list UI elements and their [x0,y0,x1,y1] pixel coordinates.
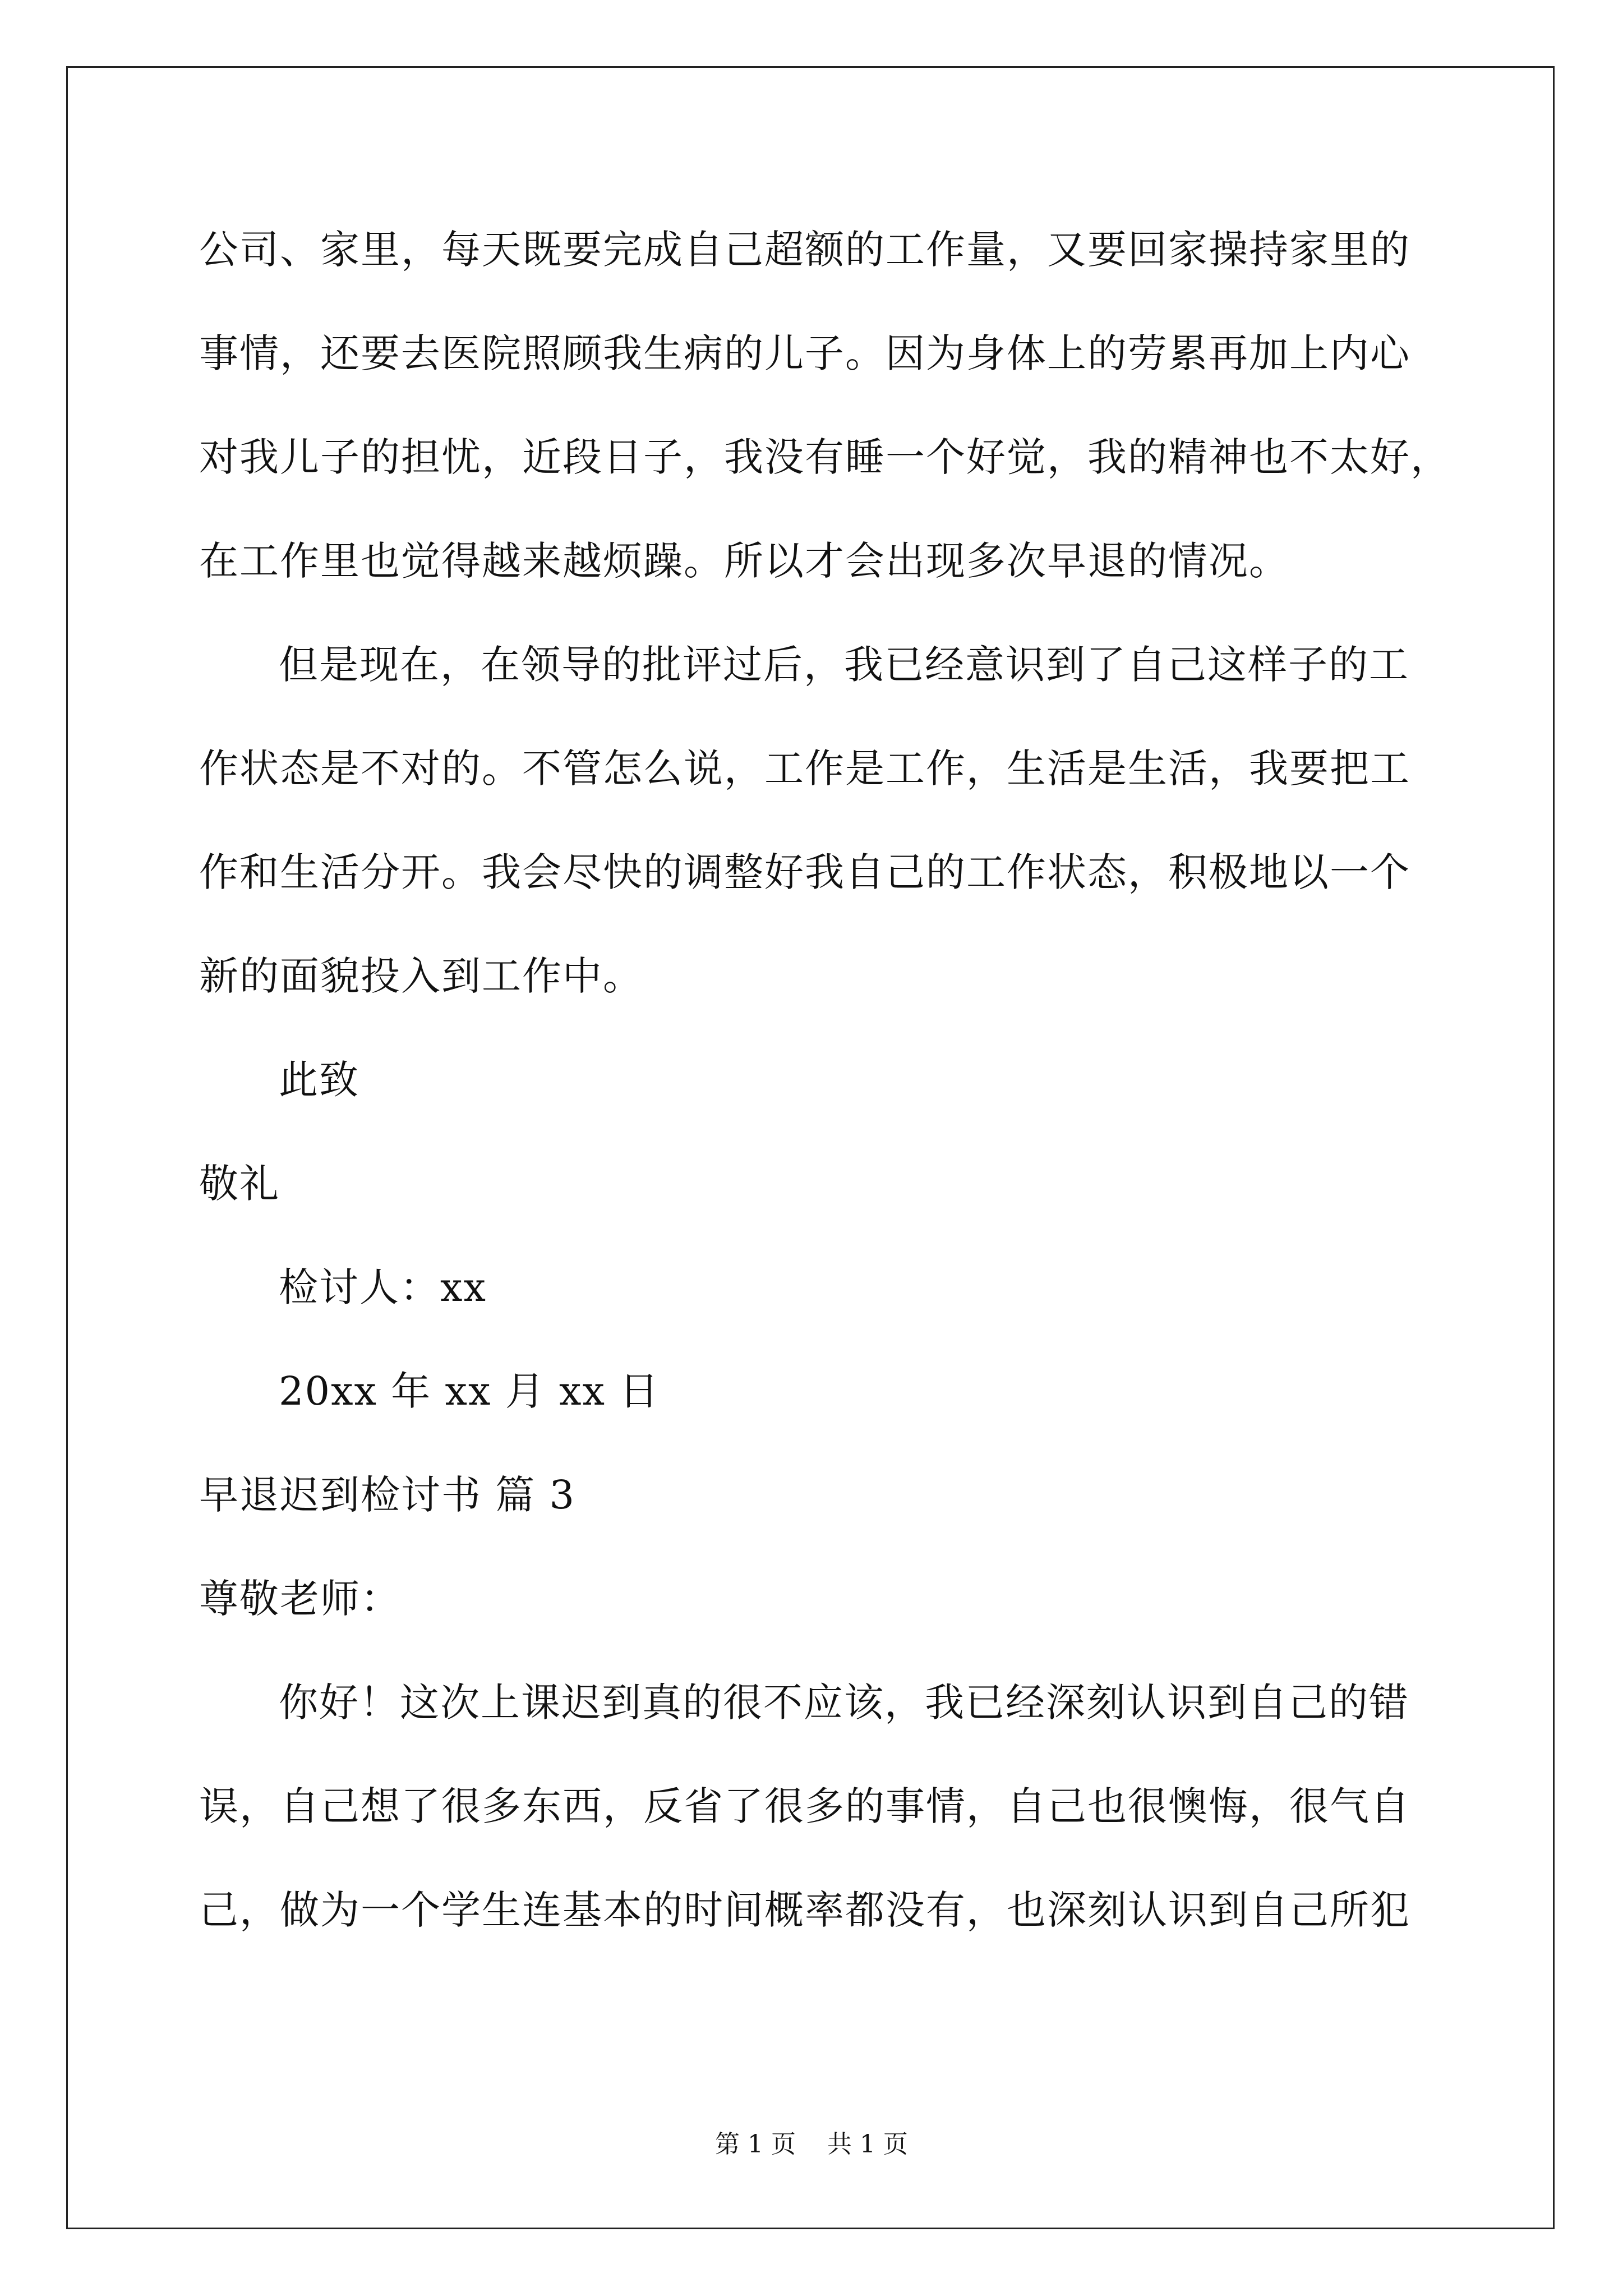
paragraph-line: 公司、家里，每天既要完成自己超额的工作量，又要回家操持家里的 [199,227,1410,273]
signature-author: 检讨人：xx [279,1264,487,1310]
section-heading: 早退迟到检讨书 篇 3 [199,1472,576,1518]
signature-date: 20xx 年 xx 月 xx 日 [279,1368,660,1414]
page-number-footer: 第 1 页 共 1 页 [715,2130,908,2159]
paragraph-line: 你好！这次上课迟到真的很不应该，我已经深刻认识到自己的错 [279,1680,1409,1726]
greeting: 尊敬老师： [199,1576,401,1622]
paragraph-line: 对我儿子的担忧，近段日子，我没有睡一个好觉，我的精神也不太好， [199,434,1451,480]
paragraph-line: 作状态是不对的。不管怎么说，工作是工作，生活是生活，我要把工 [199,746,1410,792]
paragraph-line: 误，自己想了很多东西，反省了很多的事情，自己也很懊悔，很气自 [199,1783,1410,1829]
paragraph-line: 事情，还要去医院照顾我生病的儿子。因为身体上的劳累再加上内心 [199,330,1410,376]
paragraph-line: 在工作里也觉得越来越烦躁。所以才会出现多次早退的情况。 [199,538,1289,584]
paragraph-line: 但是现在，在领导的批评过后，我已经意识到了自己这样子的工 [279,642,1409,688]
paragraph-line: 己，做为一个学生连基本的时间概率都没有，也深刻认识到自己所犯 [199,1887,1410,1933]
closing-regards: 敬礼 [199,1161,280,1207]
paragraph-line: 新的面貌投入到工作中。 [199,953,643,999]
closing-salutation: 此致 [279,1057,359,1103]
paragraph-line: 作和生活分开。我会尽快的调整好我自己的工作状态，积极地以一个 [199,849,1410,895]
